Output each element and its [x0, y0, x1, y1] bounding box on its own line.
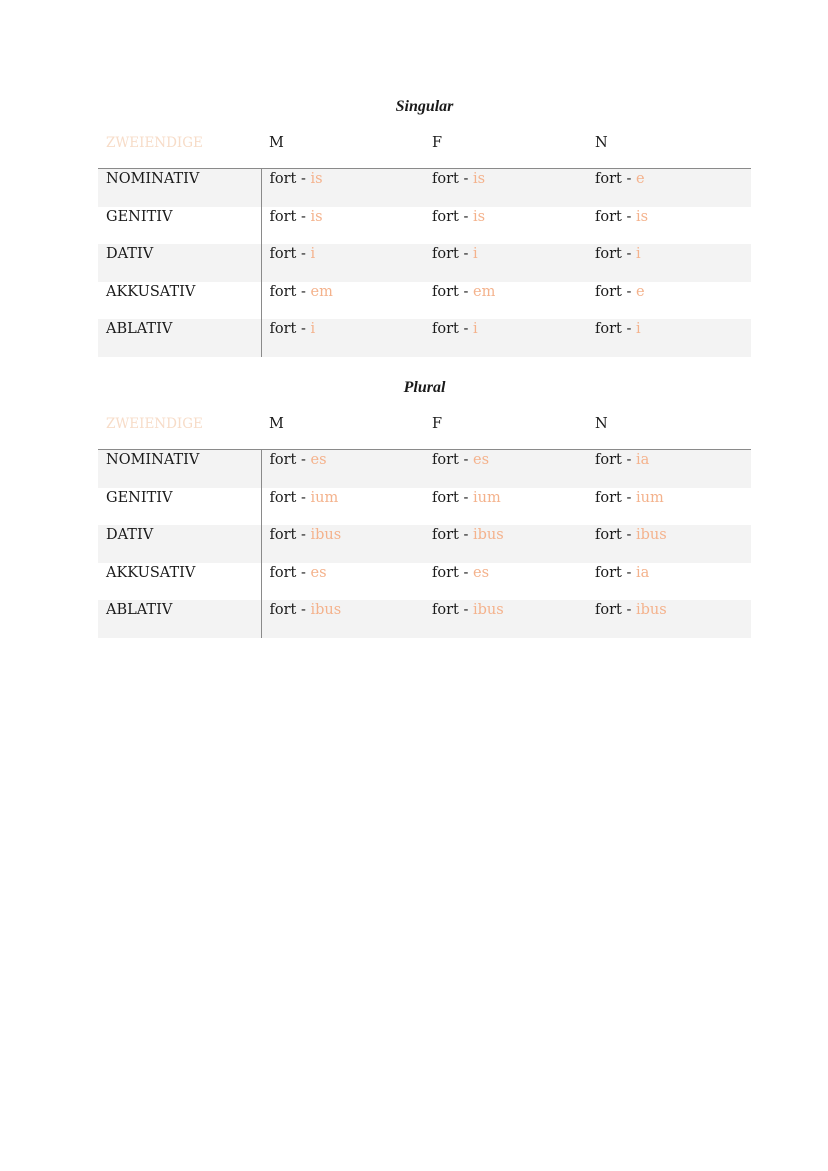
case-ending: ibus [635, 527, 667, 544]
form-cell [587, 282, 751, 320]
word-stem: fort - [595, 321, 636, 338]
case-ending: ibus [635, 602, 667, 619]
case-ending: i [635, 321, 641, 338]
case-ending: es [472, 564, 490, 581]
case-label: DATIV [98, 525, 261, 563]
form-cell [424, 525, 587, 563]
form-cell [261, 169, 424, 207]
word-stem: fort - [269, 602, 311, 619]
word-stem: fort - [432, 208, 473, 225]
table-row [98, 207, 751, 245]
case-ending: e [635, 171, 645, 187]
form-cell [424, 207, 587, 245]
case-ending: i [310, 246, 316, 263]
case-ending: is [472, 171, 486, 187]
word-stem: fort - [269, 321, 311, 338]
case-ending: ium [472, 489, 501, 506]
table-row [98, 319, 751, 357]
section-title: Singular [395, 98, 454, 115]
word-stem: fort - [595, 208, 636, 225]
case-ending: es [310, 564, 327, 581]
case-label: NOMINATIV [98, 450, 261, 488]
form-cell [424, 563, 587, 601]
case-ending: i [472, 321, 478, 338]
form-cell [424, 319, 587, 357]
case-ending: is [472, 208, 486, 225]
section-title: Plural [403, 379, 446, 396]
form-cell [587, 244, 751, 282]
form-cell [587, 488, 751, 526]
table-row [98, 169, 751, 207]
declension-table-singular [98, 118, 751, 357]
word-stem: fort - [595, 602, 636, 619]
case-ending: i [635, 246, 641, 263]
word-stem: fort - [269, 564, 311, 581]
case-ending: ibus [310, 527, 342, 544]
case-ending: ium [635, 489, 664, 506]
form-cell [587, 563, 751, 601]
case-label: AKKUSATIV [98, 563, 261, 601]
gender-header: F [424, 118, 587, 169]
singular-section [98, 96, 751, 357]
word-stem: fort - [595, 564, 636, 581]
form-cell [261, 207, 424, 245]
form-cell [424, 600, 587, 638]
form-cell [587, 169, 751, 207]
word-stem: fort - [269, 527, 311, 544]
form-cell [587, 450, 751, 488]
form-cell [261, 282, 424, 320]
case-label: ABLATIV [98, 600, 261, 638]
word-stem: fort - [595, 527, 636, 544]
table-row [98, 488, 751, 526]
gender-header: M [261, 118, 424, 169]
form-cell [424, 169, 587, 207]
word-stem: fort - [432, 246, 473, 263]
word-stem: fort - [269, 489, 311, 506]
case-ending: ia [635, 564, 650, 581]
form-cell [261, 525, 424, 563]
case-ending: e [635, 283, 645, 300]
form-cell [587, 525, 751, 563]
form-cell [261, 319, 424, 357]
word-stem: fort - [432, 283, 473, 300]
case-ending: ium [310, 489, 339, 506]
case-label: ABLATIV [98, 319, 261, 357]
gender-header: M [261, 399, 424, 450]
case-label: GENITIV [98, 488, 261, 526]
word-stem: fort - [269, 452, 311, 468]
form-cell [424, 450, 587, 488]
case-label: DATIV [98, 244, 261, 282]
word-stem: fort - [432, 321, 473, 338]
word-stem: fort - [595, 171, 636, 187]
case-ending: i [310, 321, 316, 338]
table-row [98, 282, 751, 320]
word-stem: fort - [432, 452, 473, 468]
header-row [98, 399, 751, 450]
case-ending: ibus [472, 602, 504, 619]
case-ending: i [472, 246, 478, 263]
case-ending: is [635, 208, 649, 225]
form-cell [261, 450, 424, 488]
word-stem: fort - [595, 452, 636, 468]
word-stem: fort - [595, 489, 636, 506]
case-ending: is [310, 171, 323, 187]
word-stem: fort - [269, 171, 311, 187]
word-stem: fort - [432, 602, 473, 619]
word-stem: fort - [269, 208, 311, 225]
form-cell [587, 600, 751, 638]
case-ending: ibus [310, 602, 342, 619]
word-stem: fort - [432, 527, 473, 544]
form-cell [261, 244, 424, 282]
table-row [98, 450, 751, 488]
form-cell [424, 282, 587, 320]
form-cell [424, 488, 587, 526]
word-stem: fort - [432, 489, 473, 506]
case-label: GENITIV [98, 207, 261, 245]
word-stem: fort - [595, 246, 636, 263]
case-ending: em [310, 283, 333, 300]
form-cell [261, 563, 424, 601]
case-ending: em [472, 283, 496, 300]
plural-section [98, 377, 751, 638]
form-cell [261, 488, 424, 526]
word-stem: fort - [432, 171, 473, 187]
table-type-label: ZWEIENDIGE [98, 118, 261, 169]
gender-header: N [587, 399, 751, 450]
table-row [98, 244, 751, 282]
declension-table-plural [98, 399, 751, 638]
case-label: AKKUSATIV [98, 282, 261, 320]
gender-header: N [587, 118, 751, 169]
form-cell [587, 319, 751, 357]
header-row [98, 118, 751, 169]
form-cell [587, 207, 751, 245]
table-row [98, 563, 751, 601]
case-ending: es [310, 452, 327, 468]
case-ending: ia [635, 452, 650, 468]
table-type-label: ZWEIENDIGE [98, 399, 261, 450]
word-stem: fort - [432, 564, 473, 581]
word-stem: fort - [269, 246, 311, 263]
case-label: NOMINATIV [98, 169, 261, 207]
form-cell [424, 244, 587, 282]
case-ending: es [472, 452, 490, 468]
table-row [98, 525, 751, 563]
case-ending: is [310, 208, 323, 225]
gender-header: F [424, 399, 587, 450]
table-row [98, 600, 751, 638]
form-cell [261, 600, 424, 638]
word-stem: fort - [595, 283, 636, 300]
word-stem: fort - [269, 283, 311, 300]
case-ending: ibus [472, 527, 504, 544]
